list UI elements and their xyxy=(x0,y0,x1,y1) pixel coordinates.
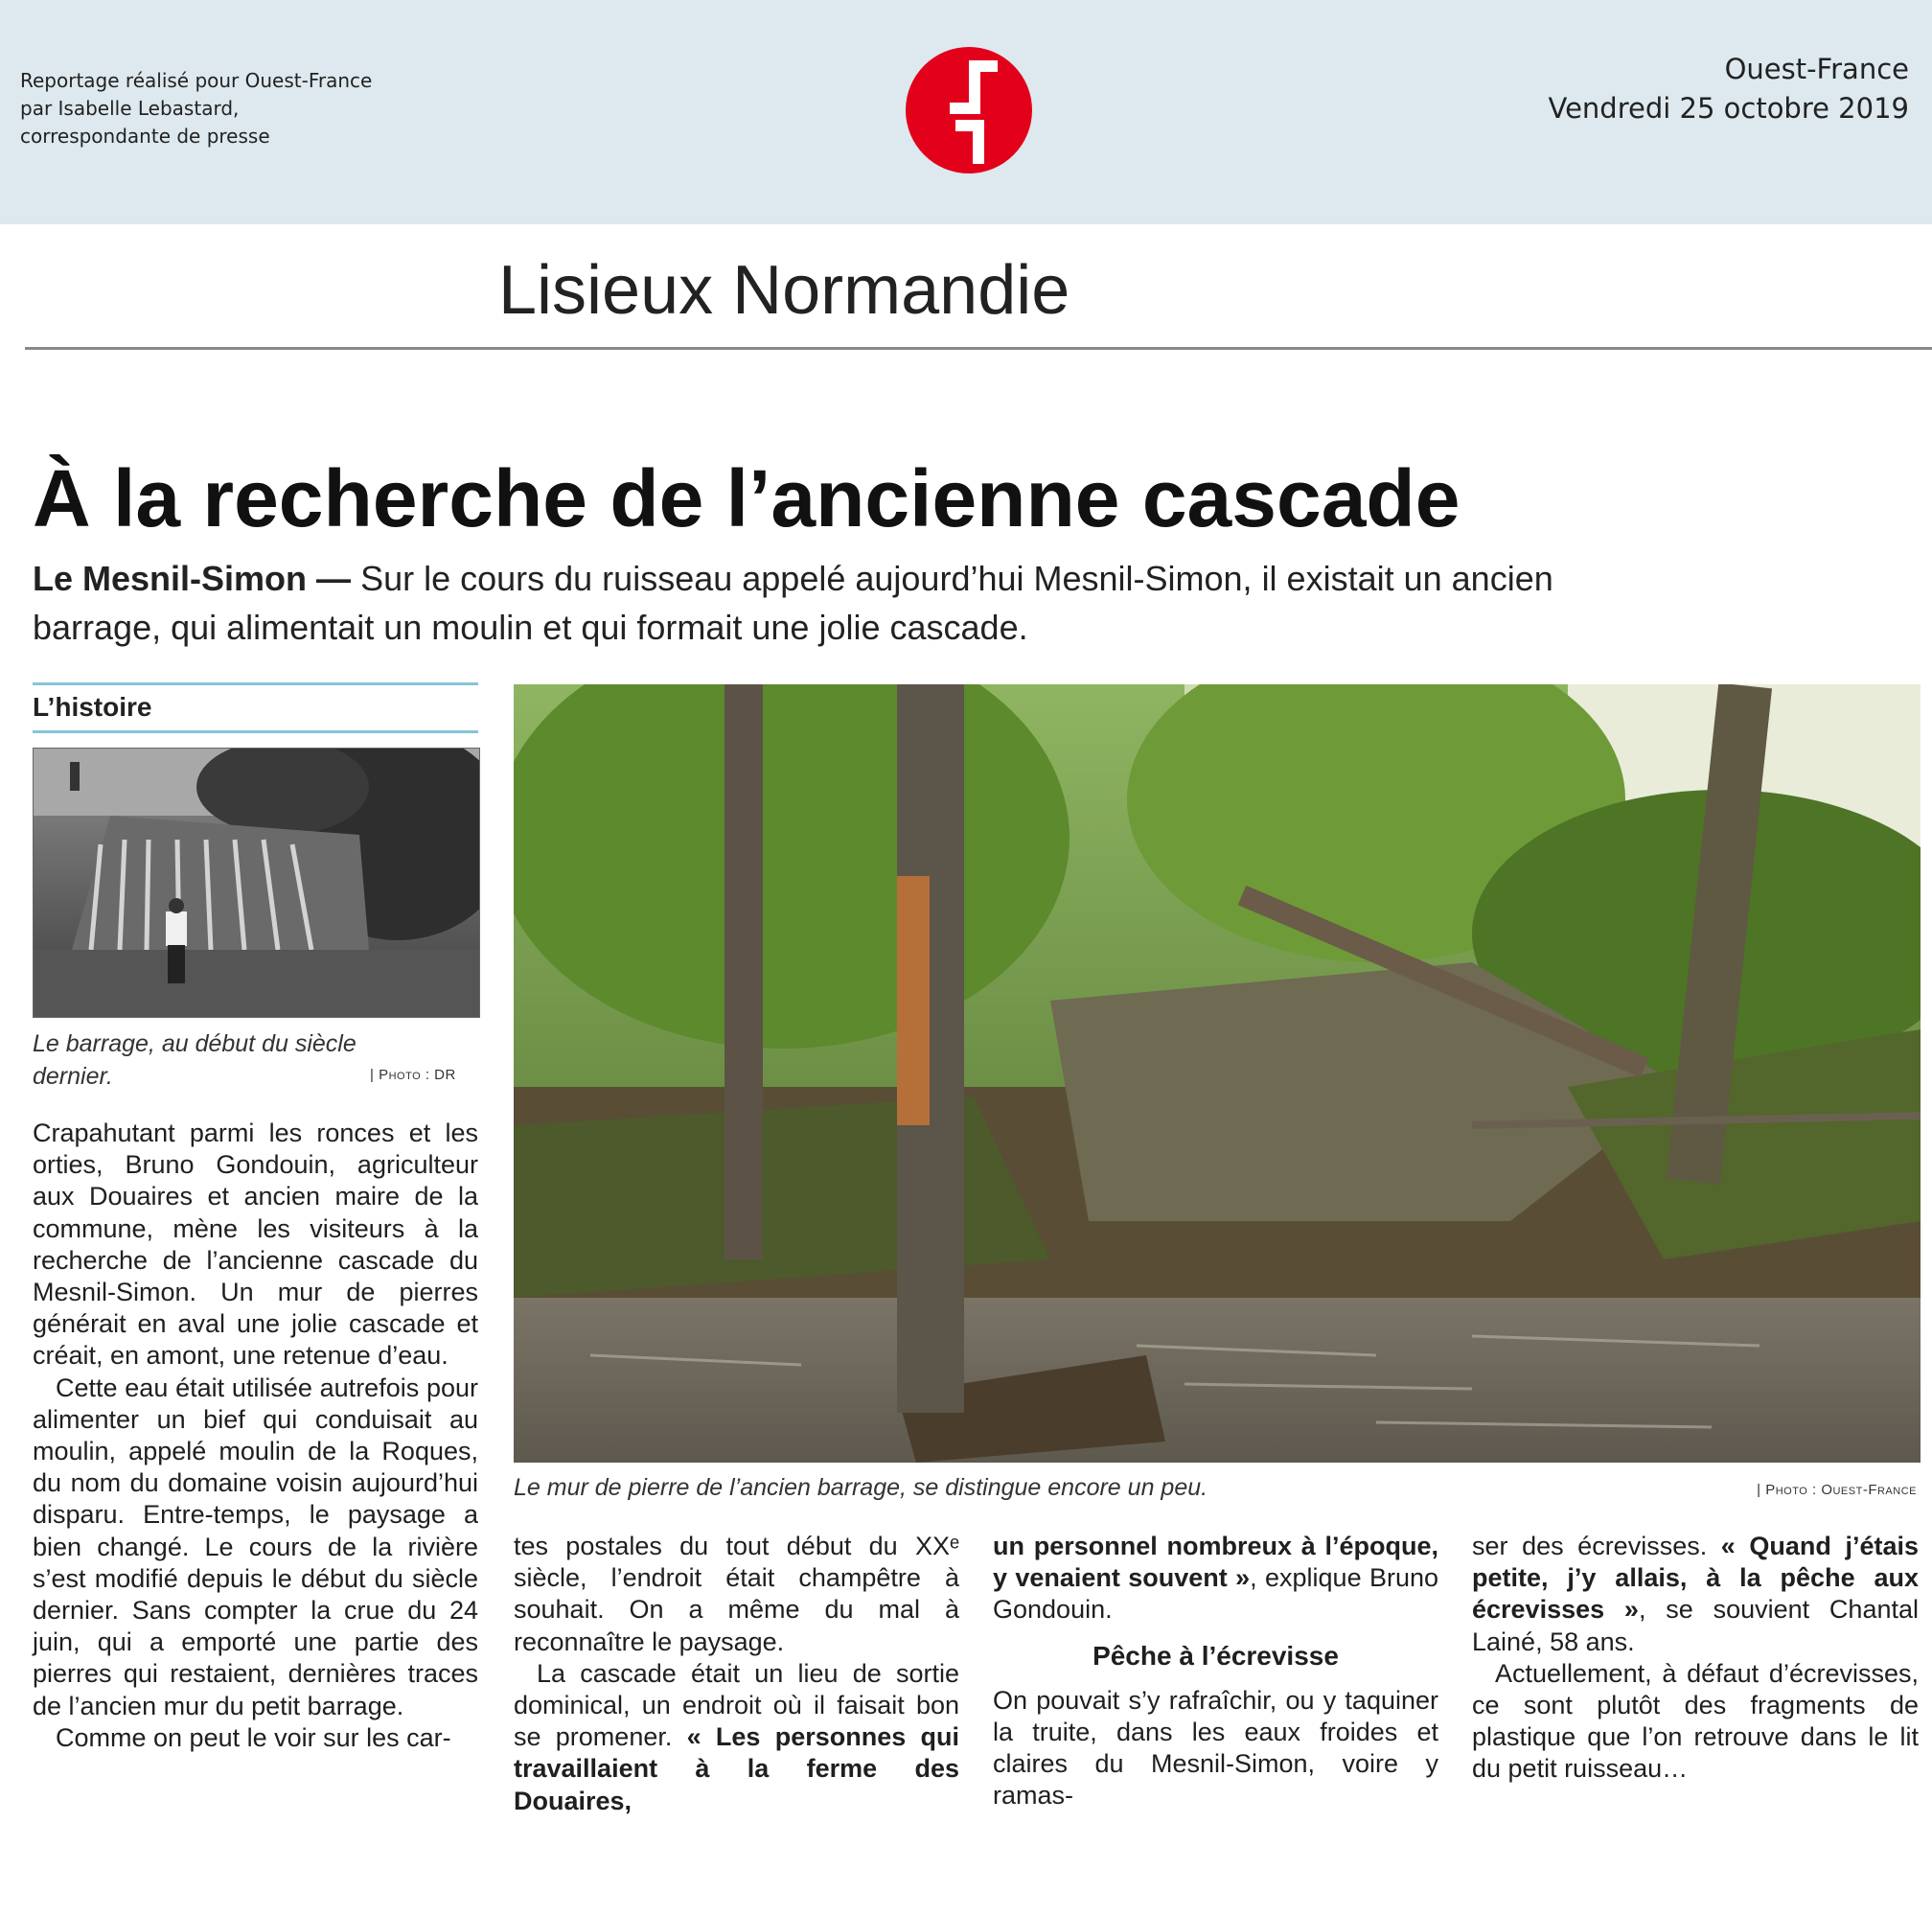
paragraph xyxy=(1472,1531,1919,1658)
paragraph-text: , se souvient Chantal Lainé, 58 ans. xyxy=(1472,1595,1919,1656)
quote: « Quand j’étais petite, j’y allais, à la pêche aux écrevisses » xyxy=(1472,1532,1919,1625)
main-photo-credit: | Photo : Ouest-France xyxy=(1757,1482,1917,1498)
article-column-1 xyxy=(33,1118,478,1754)
paragraph: tes postales du tout début du XXᵉ siècle, l’endroit était champêtre à souhait. On a même du mal à reconnaître le paysage. xyxy=(514,1532,959,1656)
paragraph-text: , explique Bruno Gondouin. xyxy=(993,1563,1438,1625)
history-box-title: L’histoire xyxy=(33,692,152,722)
credit-line: par Isabelle Lebastard, xyxy=(20,97,240,120)
paragraph-text: ser des écrevisses. xyxy=(1472,1532,1721,1560)
paragraph: Comme on peut le voir sur les car- xyxy=(56,1722,451,1752)
lede-text: Sur le cours du ruisseau appelé aujourd’hui Mesnil-Simon, il existait un ancien barrage, qui alimentait un moulin et qui formait une jolie cascade. xyxy=(33,559,1553,647)
paragraph: Crapahutant parmi les ronces et les orties, Bruno Gondouin, agriculteur aux Douaires et ancien maire de la commune, mène les visiteurs à la recherche de l’ancienne cascade du Mesnil-Simon. Un mur de pierres générait en aval une jolie cascade et créait, en amont, une retenue d’eau. xyxy=(33,1119,478,1371)
paragraph: Actuellement, à défaut d’écrevisses, ce sont plutôt des fragments de plastique que l’on retrouve dans le lit du petit ruisseau… xyxy=(1472,1658,1919,1784)
lede-place: Le Mesnil-Simon — xyxy=(33,559,352,598)
paragraph xyxy=(993,1531,1438,1627)
main-photo xyxy=(514,684,1920,1463)
article-headline: À la recherche de l’ancienne cascade xyxy=(33,453,1460,543)
header-band xyxy=(0,0,1932,224)
history-box-bottom-rule xyxy=(33,730,478,733)
quote: « Les personnes qui travaillaient à la ferme des Douaires, xyxy=(514,1722,959,1815)
credit-line: Reportage réalisé pour Ouest-France xyxy=(20,69,373,92)
publication-date: Vendredi 25 octobre 2019 xyxy=(1548,92,1909,125)
article-column-3 xyxy=(993,1531,1438,1812)
paragraph: On pouvait s’y rafraîchir, ou y taquiner la truite, dans les eaux froides et claires du Mesnil-Simon, voire y ramas- xyxy=(993,1685,1438,1811)
article-column-2 xyxy=(514,1531,959,1817)
history-box-top-rule xyxy=(33,682,478,685)
credit-line: correspondante de presse xyxy=(20,125,270,148)
publication-info xyxy=(1548,50,1909,128)
main-photo-caption: Le mur de pierre de l’ancien barrage, se distingue encore un peu. xyxy=(514,1474,1208,1501)
ouest-france-logo-icon xyxy=(906,47,1032,173)
publication-name: Ouest-France xyxy=(1724,53,1909,85)
article-column-4 xyxy=(1472,1531,1919,1786)
paragraph-text: La cascade était un lieu de sortie dominical, un endroit où il faisait bon se promener. xyxy=(514,1658,959,1752)
reporter-credit xyxy=(20,67,372,150)
paragraph xyxy=(514,1658,959,1817)
paragraph: Cette eau était utilisée autrefois pour alimenter un bief qui conduisait au moulin, appelé moulin de la Roques, du nom du domaine voisin aujourd’hui disparu. Entre-temps, le paysage a bien changé. Le cours de la rivière s’est modifié depuis le début du siècle dernier. Sans compter la crue du 24 juin, qui a emporté une partie des pierres qui restaient, dernières traces de l’ancien mur du petit barrage. xyxy=(33,1373,478,1720)
section-title: Lisieux Normandie xyxy=(498,252,1070,329)
section-divider xyxy=(25,347,1932,350)
subheading: Pêche à l’écrevisse xyxy=(1092,1640,1339,1671)
quote: un personnel nombreux à l’époque, y venaient souvent » xyxy=(993,1532,1438,1593)
historic-photo-caption: Le barrage, au début du siècle dernier. xyxy=(33,1030,356,1090)
historic-photo xyxy=(33,748,480,1018)
historic-photo-credit: | Photo : DR xyxy=(370,1067,456,1083)
article-lede xyxy=(33,554,1566,652)
